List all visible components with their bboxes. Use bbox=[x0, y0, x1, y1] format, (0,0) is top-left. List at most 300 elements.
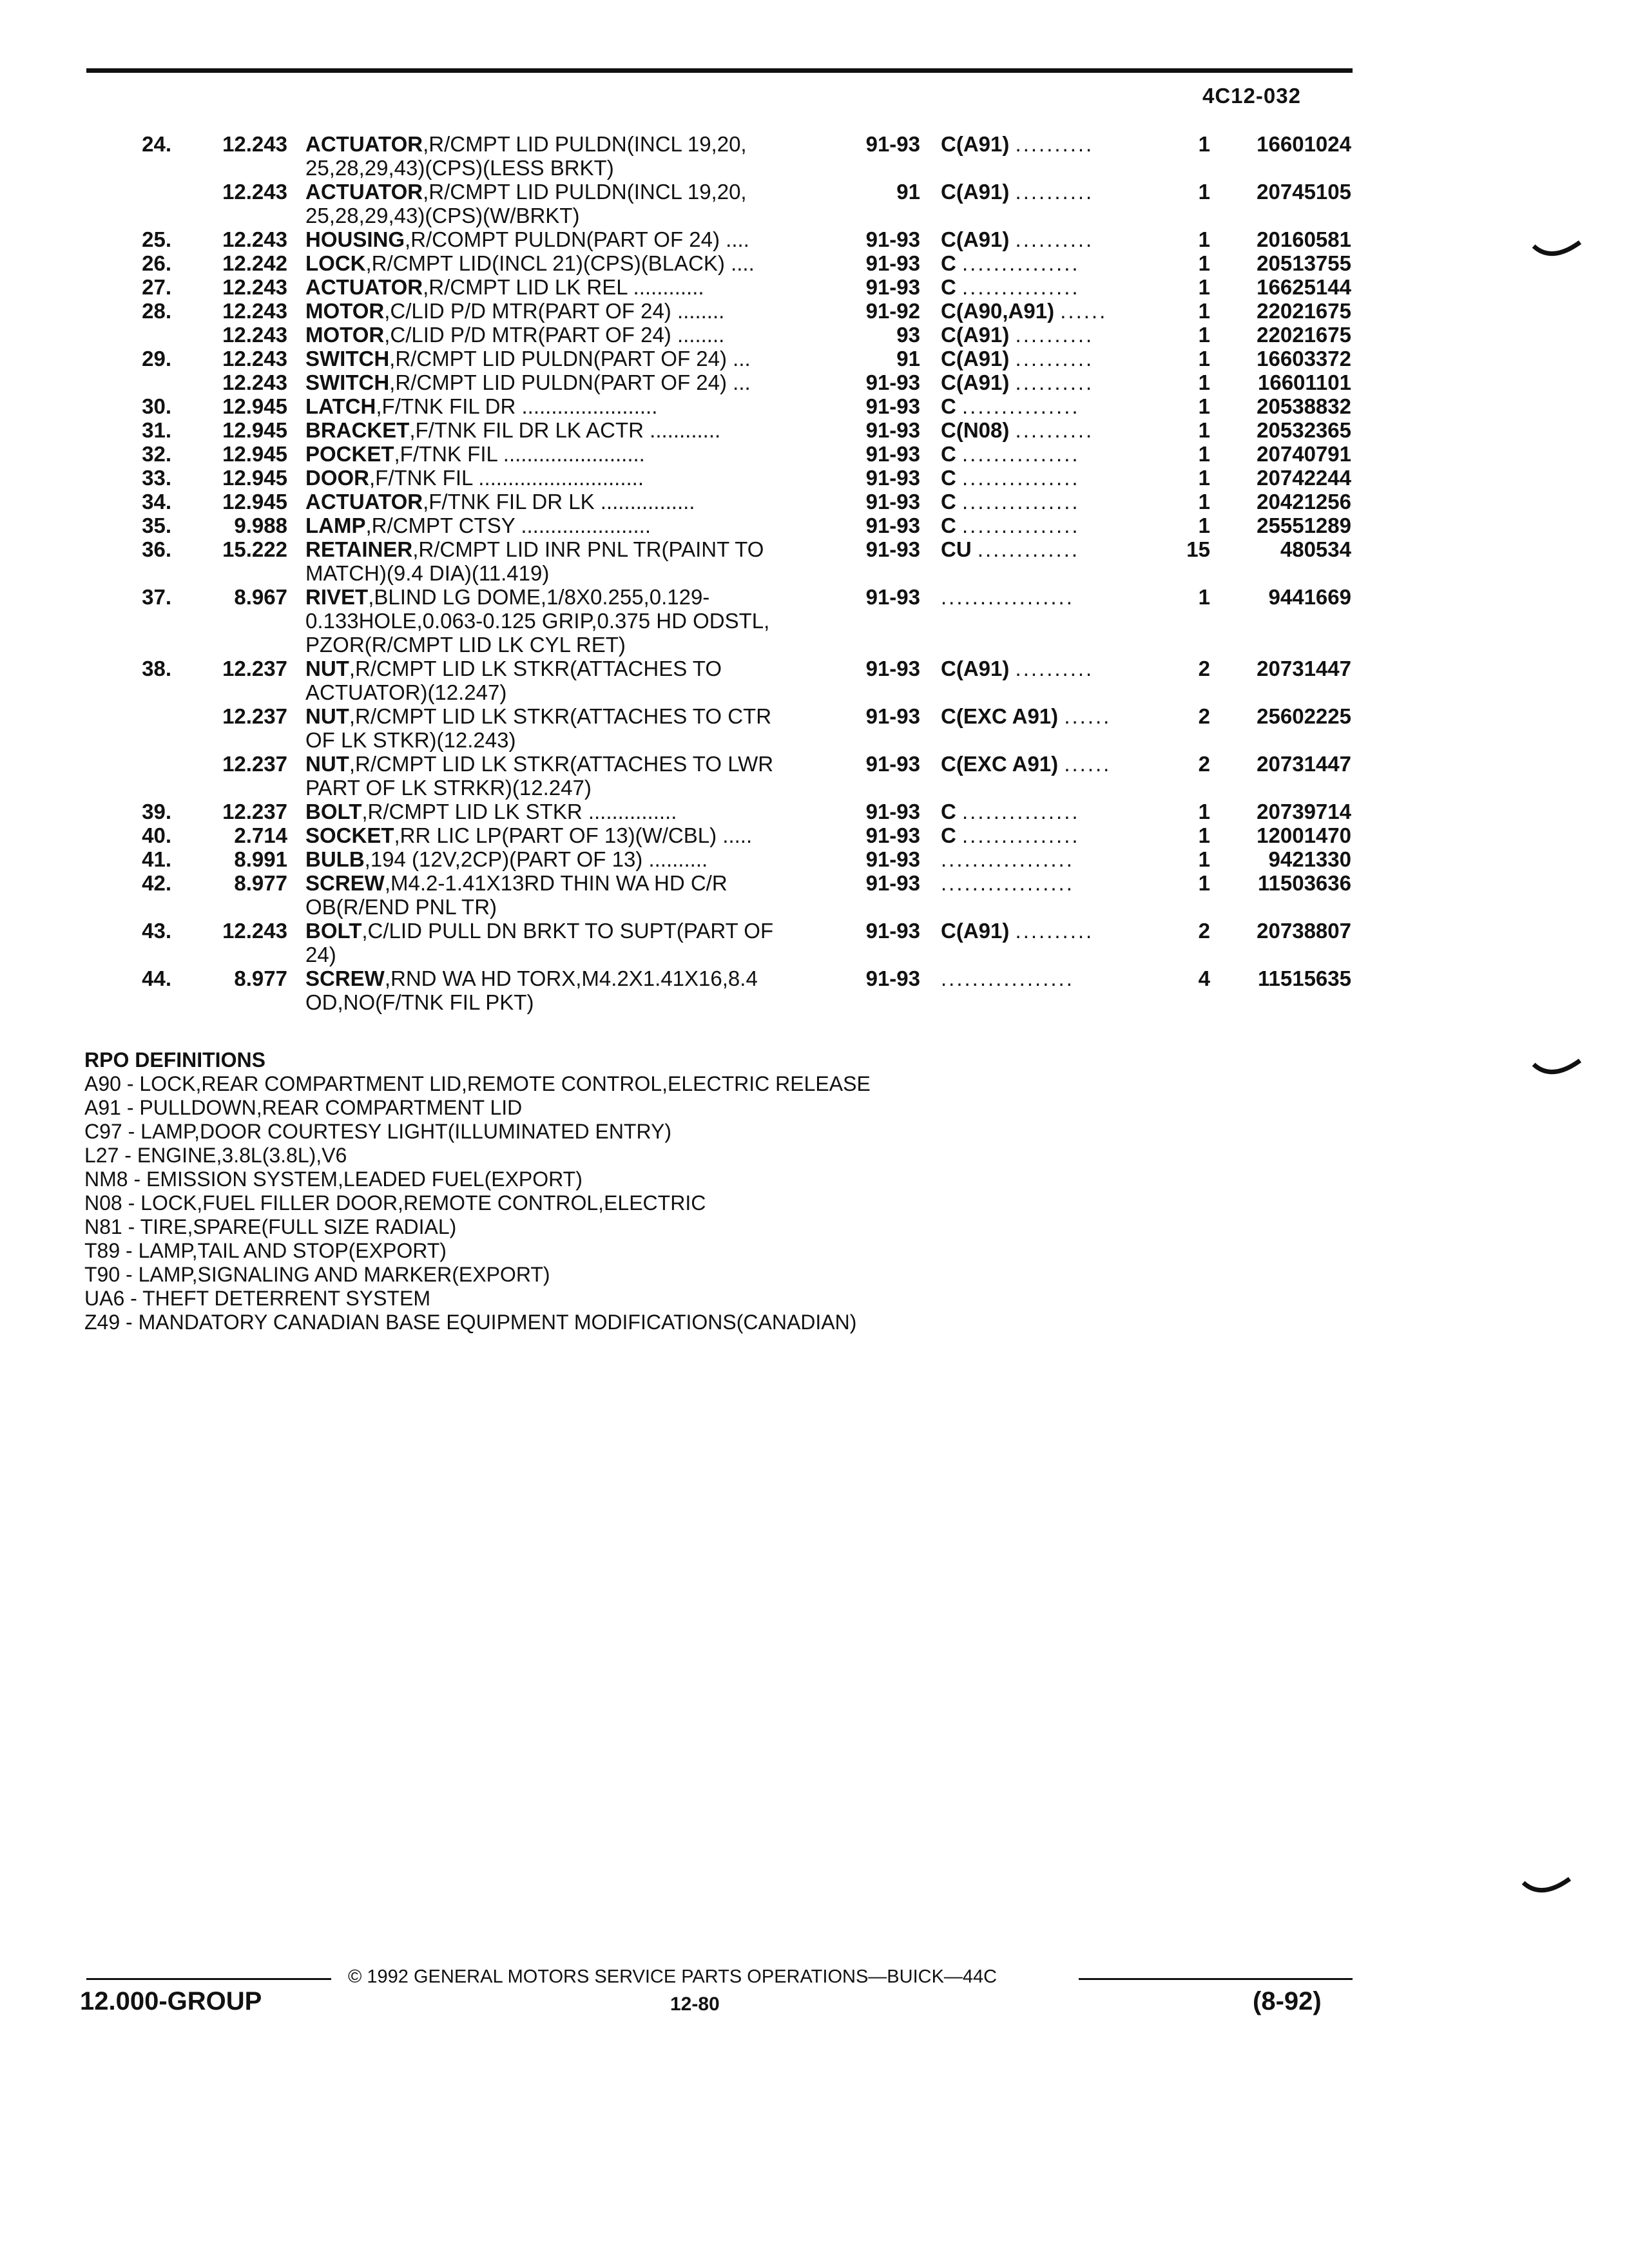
part-number: 20421256 bbox=[1257, 490, 1351, 514]
part-number: 12001470 bbox=[1257, 823, 1351, 847]
part-description bbox=[305, 299, 847, 323]
part-row bbox=[0, 704, 1629, 752]
binding-hole-mark-icon bbox=[1522, 1875, 1574, 1901]
group-number: 12.945 bbox=[222, 442, 287, 466]
rpo-items bbox=[84, 1072, 871, 1334]
group-number: 12.243 bbox=[222, 299, 287, 323]
group-number: 2.714 bbox=[234, 823, 287, 847]
quantity: 1 bbox=[1198, 442, 1210, 466]
part-name: HOUSING bbox=[305, 227, 405, 251]
item-number: 43. bbox=[142, 919, 171, 943]
model-years: 91-93 bbox=[865, 490, 920, 514]
part-description bbox=[305, 871, 847, 919]
rpo-code: C(A91) bbox=[941, 370, 1010, 394]
rpo-usage bbox=[941, 490, 1153, 514]
item-number: 25. bbox=[142, 227, 171, 251]
part-detail: ,RR LIC LP(PART OF 13)(W/CBL) ..... bbox=[394, 823, 753, 847]
part-number: 20538832 bbox=[1257, 394, 1351, 418]
leader-dots: ............... bbox=[962, 466, 1080, 490]
part-name: NUT bbox=[305, 704, 349, 728]
part-detail: ,R/CMPT LID PULDN(INCL 19,20, bbox=[423, 180, 747, 204]
part-number: 16625144 bbox=[1257, 275, 1351, 299]
part-detail-continued: PZOR(R/CMPT LID LK CYL RET) bbox=[305, 633, 626, 657]
quantity: 1 bbox=[1198, 299, 1210, 323]
model-years: 91-92 bbox=[865, 299, 920, 323]
part-name: ACTUATOR bbox=[305, 490, 423, 514]
part-detail: ,R/CMPT LID INR PNL TR(PAINT TO bbox=[412, 537, 764, 561]
quantity: 1 bbox=[1198, 275, 1210, 299]
group-number: 12.237 bbox=[222, 800, 287, 823]
part-row bbox=[0, 752, 1629, 800]
part-name: ACTUATOR bbox=[305, 132, 423, 156]
leader-dots: ................. bbox=[941, 966, 1074, 990]
rpo-code: C(EXC A91) bbox=[941, 752, 1059, 776]
group-number: 12.945 bbox=[222, 394, 287, 418]
item-number: 31. bbox=[142, 418, 171, 442]
rpo-code: C(A91) bbox=[941, 919, 1010, 943]
part-row bbox=[0, 823, 1629, 847]
part-name: LAMP bbox=[305, 514, 366, 537]
rpo-definition: T90 - LAMP,SIGNALING AND MARKER(EXPORT) bbox=[84, 1263, 550, 1286]
rpo-heading: RPO DEFINITIONS bbox=[84, 1048, 265, 1072]
leader-dots: ............... bbox=[962, 514, 1080, 537]
part-description bbox=[305, 966, 847, 1014]
part-detail-continued: 25,28,29,43)(CPS)(LESS BRKT) bbox=[305, 156, 614, 180]
leader-dots: .......... bbox=[1015, 227, 1094, 251]
model-years: 91-93 bbox=[865, 657, 920, 680]
leader-dots: .......... bbox=[1015, 657, 1094, 680]
rpo-code: C bbox=[941, 442, 956, 466]
part-row bbox=[0, 132, 1629, 180]
model-years: 91-93 bbox=[865, 442, 920, 466]
group-number: 8.967 bbox=[234, 585, 287, 609]
leader-dots: ............... bbox=[962, 394, 1080, 418]
part-detail: ,R/CMPT LID LK STKR(ATTACHES TO CTR bbox=[349, 704, 772, 728]
model-years: 91-93 bbox=[865, 132, 920, 156]
part-row bbox=[0, 251, 1629, 275]
part-name: SCREW bbox=[305, 871, 385, 895]
rpo-usage bbox=[941, 132, 1153, 156]
part-detail: ,C/LID P/D MTR(PART OF 24) ........ bbox=[384, 299, 725, 323]
model-years: 93 bbox=[896, 323, 920, 347]
rpo-usage bbox=[941, 442, 1153, 466]
part-name: NUT bbox=[305, 657, 349, 680]
item-number: 44. bbox=[142, 966, 171, 990]
quantity: 1 bbox=[1198, 370, 1210, 394]
rpo-code: C bbox=[941, 490, 956, 514]
rpo-code: C(A91) bbox=[941, 180, 1010, 204]
part-row bbox=[0, 514, 1629, 537]
part-name: SOCKET bbox=[305, 823, 394, 847]
quantity: 1 bbox=[1198, 490, 1210, 514]
rpo-code: C(A91) bbox=[941, 132, 1010, 156]
part-row bbox=[0, 966, 1629, 1014]
part-row bbox=[0, 847, 1629, 871]
leader-dots: ...... bbox=[1064, 752, 1112, 776]
group-number: 12.945 bbox=[222, 490, 287, 514]
part-detail-continued: OF LK STKR)(12.243) bbox=[305, 728, 516, 752]
quantity: 1 bbox=[1198, 418, 1210, 442]
part-name: BOLT bbox=[305, 800, 362, 823]
rpo-code: C(A91) bbox=[941, 347, 1010, 370]
part-name: ACTUATOR bbox=[305, 275, 423, 299]
rpo-definition: Z49 - MANDATORY CANADIAN BASE EQUIPMENT MODIFICATIONS(CANADIAN) bbox=[84, 1311, 857, 1334]
part-name: MOTOR bbox=[305, 299, 385, 323]
part-number: 22021675 bbox=[1257, 299, 1351, 323]
part-detail: ,R/CMPT LID LK STKR(ATTACHES TO bbox=[349, 657, 722, 680]
rpo-code: C(EXC A91) bbox=[941, 704, 1059, 728]
leader-dots: ............... bbox=[962, 823, 1080, 847]
group-number: 12.243 bbox=[222, 275, 287, 299]
rpo-usage bbox=[941, 418, 1153, 442]
part-number: 20731447 bbox=[1257, 752, 1351, 776]
rpo-definition: NM8 - EMISSION SYSTEM,LEADED FUEL(EXPORT) bbox=[84, 1168, 583, 1191]
item-number: 24. bbox=[142, 132, 171, 156]
part-detail: ,C/LID PULL DN BRKT TO SUPT(PART OF bbox=[361, 919, 774, 943]
part-row bbox=[0, 323, 1629, 347]
leader-dots: ............... bbox=[962, 800, 1080, 823]
quantity: 1 bbox=[1198, 394, 1210, 418]
rpo-definition: A91 - PULLDOWN,REAR COMPARTMENT LID bbox=[84, 1096, 523, 1119]
leader-dots: ............... bbox=[962, 490, 1080, 514]
group-number: 12.243 bbox=[222, 370, 287, 394]
item-number: 42. bbox=[142, 871, 171, 895]
group-number: 12.945 bbox=[222, 466, 287, 490]
rpo-usage bbox=[941, 657, 1153, 680]
rpo-usage bbox=[941, 847, 1153, 871]
model-years: 91 bbox=[896, 180, 920, 204]
rpo-code: C bbox=[941, 251, 956, 275]
group-number: 12.243 bbox=[222, 347, 287, 370]
part-description bbox=[305, 919, 847, 966]
item-number: 36. bbox=[142, 537, 171, 561]
quantity: 1 bbox=[1198, 466, 1210, 490]
part-detail-continued: 24) bbox=[305, 943, 336, 966]
quantity: 2 bbox=[1198, 657, 1210, 680]
quantity: 1 bbox=[1198, 800, 1210, 823]
part-name: BRACKET bbox=[305, 418, 410, 442]
parts-list bbox=[0, 132, 1629, 1014]
part-number: 20739714 bbox=[1257, 800, 1351, 823]
part-detail-continued: ACTUATOR)(12.247) bbox=[305, 680, 507, 704]
part-name: SCREW bbox=[305, 966, 385, 990]
part-number: 25551289 bbox=[1257, 514, 1351, 537]
part-detail: ,F/TNK FIL DR LK ................ bbox=[423, 490, 695, 514]
part-row bbox=[0, 442, 1629, 466]
rpo-code: C(A90,A91) bbox=[941, 299, 1055, 323]
quantity: 1 bbox=[1198, 347, 1210, 370]
part-number: 16601101 bbox=[1257, 370, 1351, 394]
item-number: 37. bbox=[142, 585, 171, 609]
part-detail: ,R/CMPT LID PULDN(PART OF 24) ... bbox=[389, 347, 751, 370]
part-number: 16603372 bbox=[1257, 347, 1351, 370]
rpo-definition: UA6 - THEFT DETERRENT SYSTEM bbox=[84, 1287, 430, 1310]
part-detail-continued: OD,NO(F/TNK FIL PKT) bbox=[305, 990, 534, 1014]
model-years: 91 bbox=[896, 347, 920, 370]
part-row bbox=[0, 490, 1629, 514]
footer-date: (8-92) bbox=[1253, 1987, 1322, 2015]
part-description bbox=[305, 418, 847, 442]
part-detail-continued: MATCH)(9.4 DIA)(11.419) bbox=[305, 561, 550, 585]
rpo-usage bbox=[941, 227, 1153, 251]
part-name: POCKET bbox=[305, 442, 394, 466]
part-detail: ,194 (12V,2CP)(PART OF 13) .......... bbox=[364, 847, 708, 871]
quantity: 1 bbox=[1198, 132, 1210, 156]
part-name: LOCK bbox=[305, 251, 366, 275]
part-number: 20745105 bbox=[1257, 180, 1351, 204]
part-description bbox=[305, 847, 847, 871]
part-name: MOTOR bbox=[305, 323, 385, 347]
leader-dots: ................. bbox=[941, 871, 1074, 895]
part-name: LATCH bbox=[305, 394, 376, 418]
part-row bbox=[0, 585, 1629, 657]
group-number: 8.977 bbox=[234, 966, 287, 990]
footer-rule-left bbox=[86, 1978, 331, 1980]
rpo-code: C bbox=[941, 466, 956, 490]
part-number: 22021675 bbox=[1257, 323, 1351, 347]
part-number: 20742244 bbox=[1257, 466, 1351, 490]
model-years: 91-93 bbox=[865, 919, 920, 943]
rpo-code: C(A91) bbox=[941, 657, 1010, 680]
rpo-usage bbox=[941, 299, 1153, 323]
rpo-definition: N08 - LOCK,FUEL FILLER DOOR,REMOTE CONTROL,ELECTRIC bbox=[84, 1191, 706, 1215]
group-number: 9.988 bbox=[234, 514, 287, 537]
quantity: 2 bbox=[1198, 919, 1210, 943]
part-row bbox=[0, 370, 1629, 394]
rpo-usage bbox=[941, 871, 1153, 895]
part-description bbox=[305, 657, 847, 704]
part-description bbox=[305, 466, 847, 490]
leader-dots: .......... bbox=[1015, 370, 1094, 394]
part-detail-continued: 25,28,29,43)(CPS)(W/BRKT) bbox=[305, 204, 580, 227]
rpo-usage bbox=[941, 466, 1153, 490]
group-number: 12.243 bbox=[222, 919, 287, 943]
rpo-usage bbox=[941, 537, 1153, 561]
rpo-code: CU bbox=[941, 537, 972, 561]
item-number: 27. bbox=[142, 275, 171, 299]
part-row bbox=[0, 180, 1629, 227]
rpo-definition: T89 - LAMP,TAIL AND STOP(EXPORT) bbox=[84, 1239, 447, 1262]
part-name: RETAINER bbox=[305, 537, 413, 561]
item-number: 38. bbox=[142, 657, 171, 680]
leader-dots: ............... bbox=[962, 275, 1080, 299]
part-row bbox=[0, 227, 1629, 251]
item-number: 30. bbox=[142, 394, 171, 418]
leader-dots: .......... bbox=[1015, 919, 1094, 943]
part-number: 480534 bbox=[1280, 537, 1351, 561]
part-number: 9421330 bbox=[1268, 847, 1351, 871]
leader-dots: .......... bbox=[1015, 418, 1094, 442]
part-number: 20738807 bbox=[1257, 919, 1351, 943]
part-description bbox=[305, 227, 847, 251]
model-years: 91-93 bbox=[865, 585, 920, 609]
part-description bbox=[305, 752, 847, 800]
part-name: SWITCH bbox=[305, 347, 390, 370]
quantity: 2 bbox=[1198, 752, 1210, 776]
item-number: 40. bbox=[142, 823, 171, 847]
rpo-usage bbox=[941, 180, 1153, 204]
part-number: 9441669 bbox=[1268, 585, 1351, 609]
leader-dots: .......... bbox=[1015, 347, 1094, 370]
model-years: 91-93 bbox=[865, 847, 920, 871]
part-number: 11515635 bbox=[1257, 966, 1351, 990]
rpo-code: C(A91) bbox=[941, 227, 1010, 251]
part-description bbox=[305, 180, 847, 227]
model-years: 91-93 bbox=[865, 966, 920, 990]
part-name: BULB bbox=[305, 847, 365, 871]
part-detail: ,R/CMPT LID PULDN(PART OF 24) ... bbox=[389, 370, 751, 394]
part-detail: ,R/CMPT LID PULDN(INCL 19,20, bbox=[423, 132, 747, 156]
rpo-usage bbox=[941, 704, 1153, 728]
binding-hole-mark-icon bbox=[1532, 1057, 1584, 1082]
footer-page-number: 12-80 bbox=[670, 1994, 720, 2015]
group-number: 12.243 bbox=[222, 180, 287, 204]
group-number: 15.222 bbox=[222, 537, 287, 561]
item-number: 39. bbox=[142, 800, 171, 823]
part-name: DOOR bbox=[305, 466, 369, 490]
part-detail: ,R/CMPT LID LK REL ............ bbox=[423, 275, 704, 299]
part-detail: ,RND WA HD TORX,M4.2X1.41X16,8.4 bbox=[384, 966, 758, 990]
part-detail: ,R/CMPT CTSY ...................... bbox=[365, 514, 651, 537]
part-row bbox=[0, 537, 1629, 585]
part-row bbox=[0, 275, 1629, 299]
part-row bbox=[0, 871, 1629, 919]
model-years: 91-93 bbox=[865, 370, 920, 394]
quantity: 1 bbox=[1198, 847, 1210, 871]
rpo-code: C bbox=[941, 275, 956, 299]
part-detail: ,R/CMPT LID LK STKR(ATTACHES TO LWR bbox=[349, 752, 774, 776]
part-detail: ,F/TNK FIL DR ....................... bbox=[376, 394, 658, 418]
part-row bbox=[0, 657, 1629, 704]
part-detail: ,F/TNK FIL ........................ bbox=[394, 442, 645, 466]
rpo-code: C(A91) bbox=[941, 323, 1010, 347]
leader-dots: ............... bbox=[962, 251, 1080, 275]
rpo-usage bbox=[941, 394, 1153, 418]
part-number: 20160581 bbox=[1257, 227, 1351, 251]
model-years: 91-93 bbox=[865, 871, 920, 895]
part-row bbox=[0, 299, 1629, 323]
part-name: NUT bbox=[305, 752, 349, 776]
model-years: 91-93 bbox=[865, 418, 920, 442]
part-description bbox=[305, 275, 847, 299]
model-years: 91-93 bbox=[865, 537, 920, 561]
part-description bbox=[305, 442, 847, 466]
quantity: 1 bbox=[1198, 251, 1210, 275]
part-row bbox=[0, 919, 1629, 966]
rpo-usage bbox=[941, 919, 1153, 943]
model-years: 91-93 bbox=[865, 251, 920, 275]
binding-hole-mark-icon bbox=[1532, 238, 1584, 264]
item-number: 28. bbox=[142, 299, 171, 323]
leader-dots: ............. bbox=[977, 537, 1080, 561]
model-years: 91-93 bbox=[865, 823, 920, 847]
part-detail: ,F/TNK FIL DR LK ACTR ............ bbox=[409, 418, 721, 442]
part-number: 16601024 bbox=[1257, 132, 1351, 156]
part-description bbox=[305, 132, 847, 180]
part-detail-continued: OB(R/END PNL TR) bbox=[305, 895, 497, 919]
part-number: 25602225 bbox=[1257, 704, 1351, 728]
rpo-definition: N81 - TIRE,SPARE(FULL SIZE RADIAL) bbox=[84, 1215, 457, 1238]
part-detail: ,BLIND LG DOME,1/8X0.255,0.129- bbox=[368, 585, 710, 609]
rpo-definition: C97 - LAMP,DOOR COURTESY LIGHT(ILLUMINATED ENTRY) bbox=[84, 1120, 671, 1143]
rpo-usage bbox=[941, 347, 1153, 370]
part-detail: ,C/LID P/D MTR(PART OF 24) ........ bbox=[384, 323, 725, 347]
part-description bbox=[305, 490, 847, 514]
part-description bbox=[305, 537, 847, 585]
rpo-usage bbox=[941, 251, 1153, 275]
group-number: 12.243 bbox=[222, 132, 287, 156]
leader-dots: ...... bbox=[1060, 299, 1108, 323]
model-years: 91-93 bbox=[865, 704, 920, 728]
rpo-usage bbox=[941, 585, 1153, 609]
item-number: 26. bbox=[142, 251, 171, 275]
part-name: ACTUATOR bbox=[305, 180, 423, 204]
rpo-code: C bbox=[941, 394, 956, 418]
group-number: 8.991 bbox=[234, 847, 287, 871]
group-number: 12.242 bbox=[222, 251, 287, 275]
part-description bbox=[305, 823, 847, 847]
quantity: 1 bbox=[1198, 871, 1210, 895]
quantity: 2 bbox=[1198, 704, 1210, 728]
rpo-usage bbox=[941, 275, 1153, 299]
quantity: 1 bbox=[1198, 585, 1210, 609]
leader-dots: .......... bbox=[1015, 323, 1094, 347]
leader-dots: ...... bbox=[1064, 704, 1112, 728]
part-detail: ,M4.2-1.41X13RD THIN WA HD C/R bbox=[384, 871, 728, 895]
part-number: 20740791 bbox=[1257, 442, 1351, 466]
model-years: 91-93 bbox=[865, 514, 920, 537]
leader-dots: .......... bbox=[1015, 180, 1094, 204]
part-number: 20731447 bbox=[1257, 657, 1351, 680]
leader-dots: .......... bbox=[1015, 132, 1094, 156]
model-years: 91-93 bbox=[865, 752, 920, 776]
part-number: 11503636 bbox=[1257, 871, 1351, 895]
rpo-usage bbox=[941, 966, 1153, 990]
part-description bbox=[305, 370, 847, 394]
rpo-definition: A90 - LOCK,REAR COMPARTMENT LID,REMOTE CONTROL,ELECTRIC RELEASE bbox=[84, 1072, 871, 1095]
quantity: 1 bbox=[1198, 514, 1210, 537]
footer-rule-right bbox=[1079, 1978, 1353, 1980]
part-detail-continued: PART OF LK STRKR)(12.247) bbox=[305, 776, 592, 800]
quantity: 1 bbox=[1198, 227, 1210, 251]
rpo-usage bbox=[941, 800, 1153, 823]
part-description bbox=[305, 323, 847, 347]
rpo-code: C bbox=[941, 514, 956, 537]
item-number: 34. bbox=[142, 490, 171, 514]
part-row bbox=[0, 394, 1629, 418]
item-number: 29. bbox=[142, 347, 171, 370]
model-years: 91-93 bbox=[865, 800, 920, 823]
part-description bbox=[305, 704, 847, 752]
part-detail-continued: 0.133HOLE,0.063-0.125 GRIP,0.375 HD ODSTL, bbox=[305, 609, 770, 633]
rpo-usage bbox=[941, 514, 1153, 537]
part-number: 20513755 bbox=[1257, 251, 1351, 275]
part-row bbox=[0, 800, 1629, 823]
part-detail: ,F/TNK FIL ............................ bbox=[369, 466, 644, 490]
part-number: 20532365 bbox=[1257, 418, 1351, 442]
rpo-usage bbox=[941, 823, 1153, 847]
part-name: BOLT bbox=[305, 919, 362, 943]
model-years: 91-93 bbox=[865, 394, 920, 418]
leader-dots: ............... bbox=[962, 442, 1080, 466]
page-id: 4C12-032 bbox=[1202, 84, 1301, 108]
group-number: 12.243 bbox=[222, 323, 287, 347]
model-years: 91-93 bbox=[865, 466, 920, 490]
rpo-usage bbox=[941, 323, 1153, 347]
rpo-usage bbox=[941, 752, 1153, 776]
footer-copyright: © 1992 GENERAL MOTORS SERVICE PARTS OPERATIONS—BUICK—44C bbox=[348, 1966, 998, 1987]
rpo-code: C bbox=[941, 823, 956, 847]
